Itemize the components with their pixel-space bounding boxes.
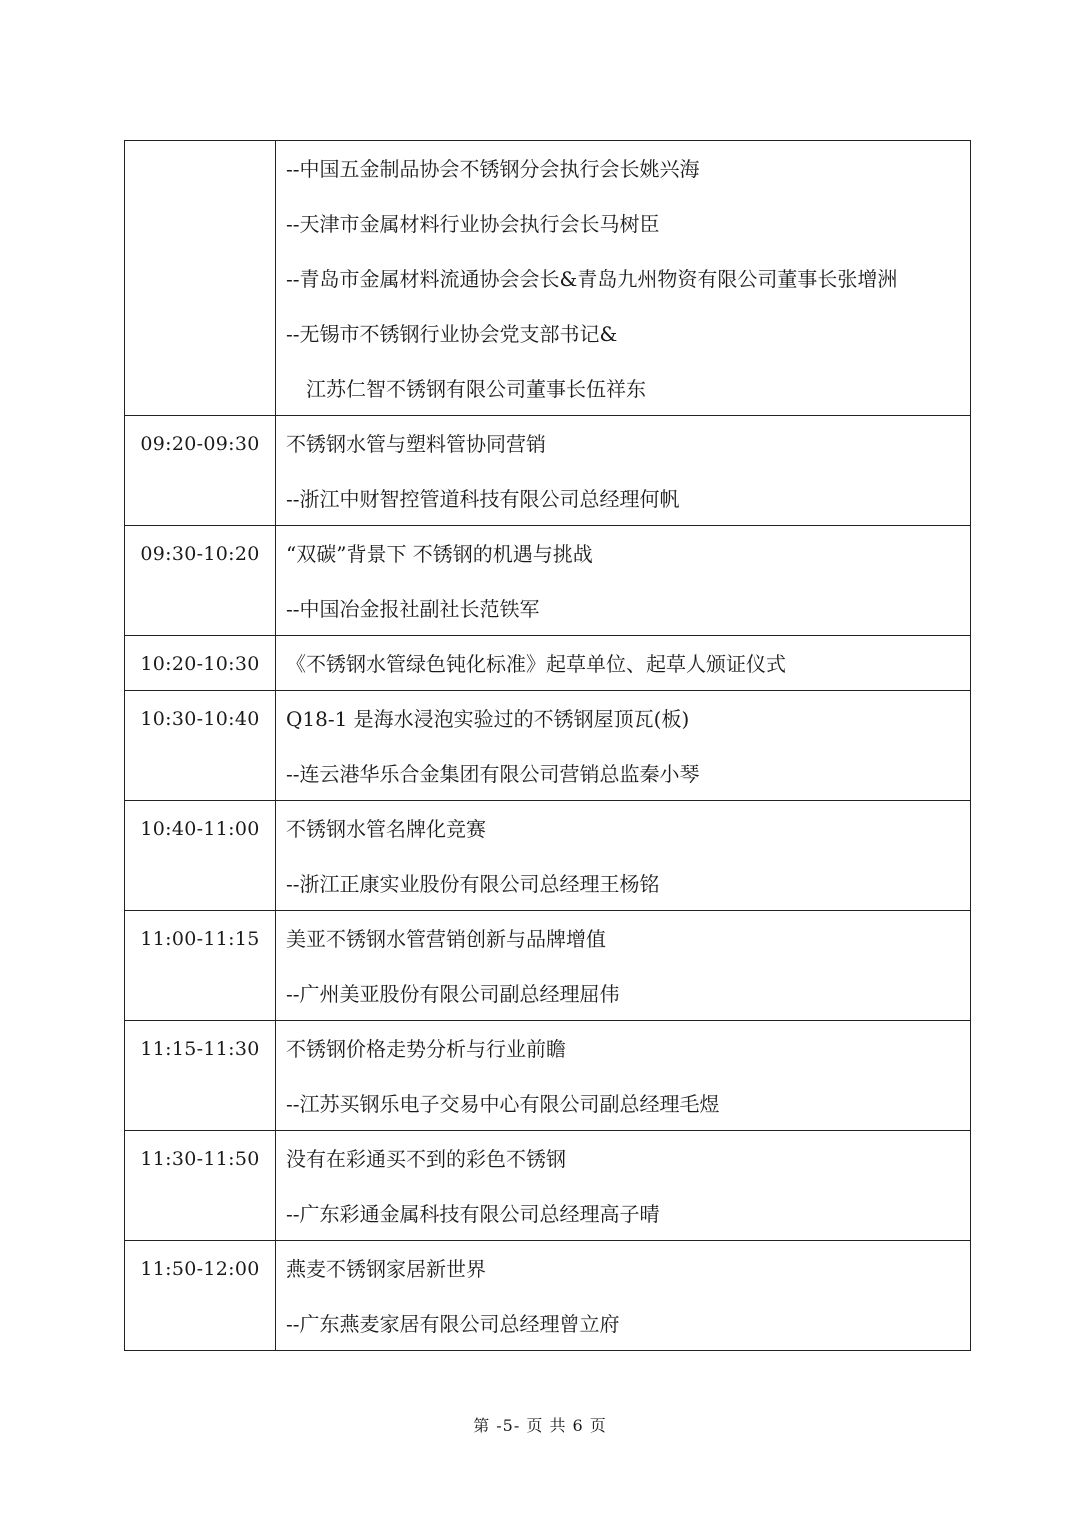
time-cell xyxy=(125,526,276,636)
agenda-row xyxy=(125,1021,971,1131)
content-cell xyxy=(276,1241,971,1351)
content-cell xyxy=(276,636,971,691)
time-cell xyxy=(125,801,276,911)
session-title: 不锈钢水管名牌化竞赛 xyxy=(286,817,486,841)
agenda-row xyxy=(125,801,971,911)
speaker-line: --广州美亚股份有限公司副总经理屈伟 xyxy=(286,982,620,1006)
session-title: Q18-1 是海水浸泡实验过的不锈钢屋顶瓦(板) xyxy=(286,707,690,731)
speaker-line: --无锡市不锈钢行业协会党支部书记& xyxy=(286,322,618,346)
time-slot: 10:40-11:00 xyxy=(140,818,260,840)
content-cell xyxy=(276,1131,971,1241)
speaker-line: --青岛市金属材料流通协会会长&青岛九州物资有限公司董事长张增洲 xyxy=(286,267,898,291)
page-number: 第 -5- 页 共 6 页 xyxy=(473,1416,607,1435)
time-cell xyxy=(125,1131,276,1241)
time-cell xyxy=(125,141,276,416)
speaker-line: --中国冶金报社副社长范铁军 xyxy=(286,597,540,621)
time-slot: 09:20-09:30 xyxy=(140,433,260,455)
time-slot: 11:15-11:30 xyxy=(140,1038,260,1060)
time-slot: 11:30-11:50 xyxy=(140,1148,260,1170)
session-title: 美亚不锈钢水管营销创新与品牌增值 xyxy=(286,927,606,951)
agenda-row xyxy=(125,416,971,526)
speaker-line: --中国五金制品协会不锈钢分会执行会长姚兴海 xyxy=(286,157,700,181)
agenda-row xyxy=(125,911,971,1021)
time-slot: 10:30-10:40 xyxy=(140,708,260,730)
content-cell xyxy=(276,801,971,911)
time-cell xyxy=(125,416,276,526)
time-cell xyxy=(125,1241,276,1351)
content-cell xyxy=(276,911,971,1021)
agenda-row xyxy=(125,141,971,416)
content-cell xyxy=(276,416,971,526)
agenda-row xyxy=(125,526,971,636)
session-title: 《不锈钢水管绿色钝化标准》起草单位、起草人颁证仪式 xyxy=(286,652,786,676)
time-slot: 09:30-10:20 xyxy=(140,543,260,565)
speaker-line: --天津市金属材料行业协会执行会长马树臣 xyxy=(286,212,660,236)
time-slot: 11:50-12:00 xyxy=(140,1258,260,1280)
speaker-line: --连云港华乐合金集团有限公司营销总监秦小琴 xyxy=(286,762,700,786)
content-cell xyxy=(276,691,971,801)
speaker-line: 江苏仁智不锈钢有限公司董事长伍祥东 xyxy=(306,377,646,401)
agenda-row xyxy=(125,1241,971,1351)
agenda-table xyxy=(124,140,971,1351)
speaker-line: --浙江正康实业股份有限公司总经理王杨铭 xyxy=(286,872,660,896)
session-title: 没有在彩通买不到的彩色不锈钢 xyxy=(286,1147,566,1171)
speaker-line: --广东燕麦家居有限公司总经理曾立府 xyxy=(286,1312,620,1336)
time-cell xyxy=(125,636,276,691)
content-cell xyxy=(276,526,971,636)
time-cell xyxy=(125,1021,276,1131)
agenda-row xyxy=(125,636,971,691)
speaker-line: --江苏买钢乐电子交易中心有限公司副总经理毛煜 xyxy=(286,1092,720,1116)
session-title: 燕麦不锈钢家居新世界 xyxy=(286,1257,486,1281)
session-title: “双碳”背景下 不锈钢的机遇与挑战 xyxy=(286,542,593,566)
speaker-line: --浙江中财智控管道科技有限公司总经理何帆 xyxy=(286,487,680,511)
time-cell xyxy=(125,691,276,801)
agenda-row xyxy=(125,691,971,801)
time-slot: 10:20-10:30 xyxy=(140,653,260,675)
speaker-line: --广东彩通金属科技有限公司总经理高子晴 xyxy=(286,1202,660,1226)
session-title: 不锈钢价格走势分析与行业前瞻 xyxy=(286,1037,566,1061)
content-cell xyxy=(276,141,971,416)
time-slot xyxy=(125,155,275,183)
session-title: 不锈钢水管与塑料管协同营销 xyxy=(286,432,546,456)
agenda-row xyxy=(125,1131,971,1241)
content-cell xyxy=(276,1021,971,1131)
time-cell xyxy=(125,911,276,1021)
time-slot: 11:00-11:15 xyxy=(140,928,260,950)
